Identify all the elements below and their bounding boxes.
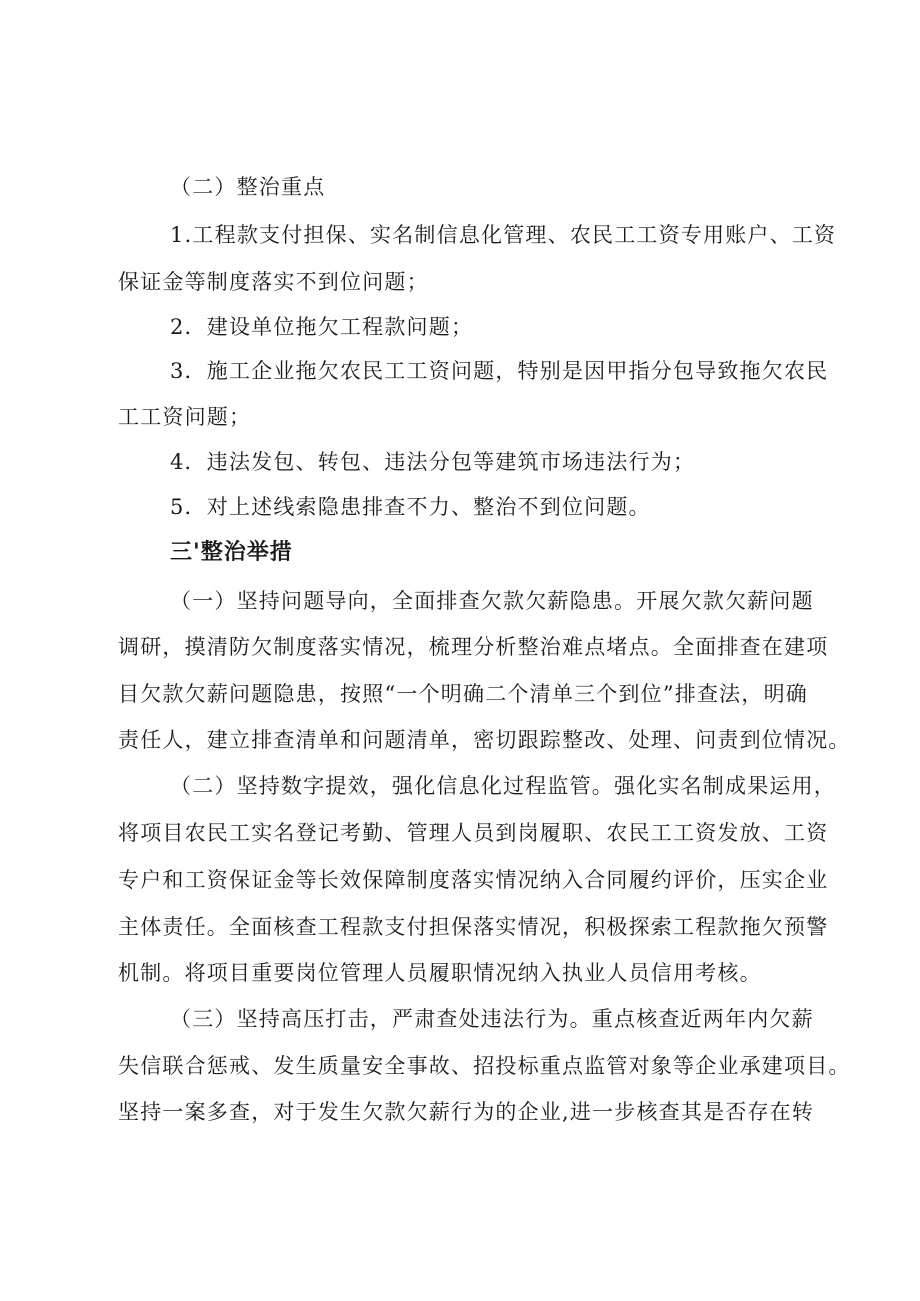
paragraph-3-line-2: 失信联合惩戒、发生质量安全事故、招投标重点监管对象等企业承建项目。 [118, 1054, 851, 1078]
section-heading-focus: （二）整治重点 [170, 175, 326, 199]
paragraph-1-line-1: （一）坚持问题导向，全面排查欠款欠薪隐患。开展欠款欠薪问题 [170, 589, 814, 613]
section-heading-measures: 三'整治举措 [170, 540, 293, 565]
list-item-3-cont: 工工资问题； [118, 405, 252, 429]
paragraph-2-line-1: （二）坚持数字提效，强化信息化过程监管。强化实名制成果运用， [170, 774, 836, 798]
list-item-4: 4．违法发包、转包、违法分包等建筑市场违法行为； [170, 450, 696, 474]
paragraph-1-line-3: 目欠款欠薪问题隐患，按照“一个明确二个清单三个到位”排查法，明确 [118, 682, 808, 706]
list-item-3: 3．施工企业拖欠农民工工资问题，特别是因甲指分包导致拖欠农民 [170, 359, 829, 383]
paragraph-1-line-4: 责任人，建立排查清单和问题清单，密切跟踪整改、处理、问责到位情况。 [118, 728, 851, 752]
paragraph-3-line-1: （三）坚持高压打击，严肃查处违法行为。重点核查近两年内欠薪 [170, 1007, 814, 1031]
paragraph-1-line-2: 调研，摸清防欠制度落实情况，梳理分析整治难点堵点。全面排查在建项 [118, 635, 829, 659]
list-item-1: 1.工程款支付担保、实名制信息化管理、农民工工资专用账户、工资 [170, 223, 837, 247]
list-item-1-cont: 保证金等制度落实不到位问题； [118, 270, 429, 294]
paragraph-2-line-5: 机制。将项目重要岗位管理人员履职情况纳入执业人员信用考核。 [118, 961, 762, 985]
paragraph-2-line-2: 将项目农民工实名登记考勤、管理人员到岗履职、农民工工资发放、工资 [118, 821, 829, 845]
paragraph-3-line-3: 坚持一案多查，对于发生欠款欠薪行为的企业,进一步核查其是否存在转 [118, 1100, 815, 1124]
paragraph-2-line-4: 主体责任。全面核查工程款支付担保落实情况，积极探索工程款拖欠预警 [118, 915, 829, 939]
list-item-2: 2．建设单位拖欠工程款问题； [170, 315, 474, 339]
list-item-5: 5．对上述线索隐患排查不力、整治不到位问题。 [170, 495, 651, 519]
paragraph-2-line-3: 专户和工资保证金等长效保障制度落实情况纳入合同履约评价，压实企业 [118, 868, 829, 892]
